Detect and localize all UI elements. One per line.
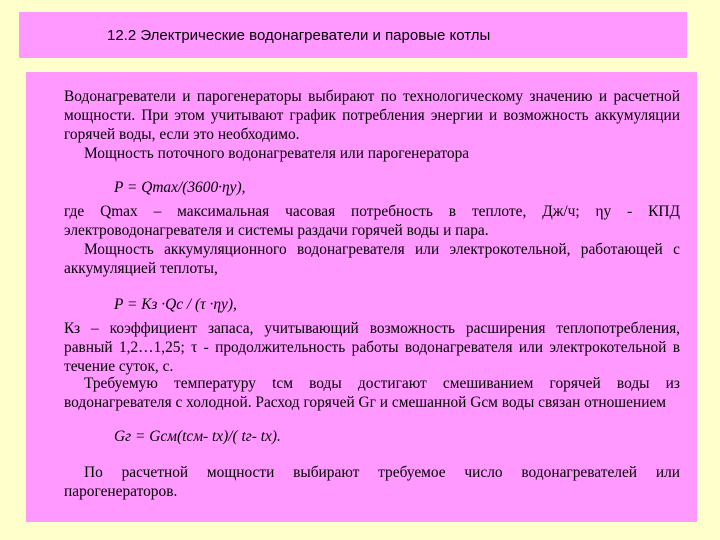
paragraph-intro <box>64 87 680 144</box>
formula-flow-power: P = Qmax/(3600·ηу), <box>114 179 246 196</box>
formula-mixing-ratio: Gг = Gсм(tсм- tх)/( tг- tх). <box>114 428 281 445</box>
slide-title: 12.2 Электрические водонагреватели и паровые котлы <box>107 26 491 44</box>
paragraph-flow-heater-text: Мощность поточного водонагревателя или парогенератора <box>84 145 470 162</box>
paragraph-accumulation <box>64 240 680 278</box>
slide-title-bar <box>19 12 687 58</box>
paragraph-kz-definition <box>64 319 680 376</box>
paragraph-conclusion-text: По расчетной мощности выбирают требуемое число водонагревателей или парогенераторов. <box>64 464 680 500</box>
paragraph-qmax-definition <box>64 202 680 240</box>
paragraph-conclusion <box>64 463 680 501</box>
paragraph-accumulation-text: Мощность аккумуляционного водонагревателя или электрокотельной, работающей с аккумуляцией теплоты, <box>64 241 680 277</box>
paragraph-mixing <box>64 374 680 412</box>
formula-accumulation-power: P = Кз ·Qс / (τ ·ηу), <box>114 296 237 313</box>
paragraph-qmax-definition-text: где Qmax – максимальная часовая потребность в теплоте, Дж/ч; ηу - КПД электроводонагревателя и системы раздачи горячей воды и пара. <box>64 203 680 239</box>
paragraph-intro-text: Водонагреватели и парогенераторы выбирают по технологическому значению и расчетной мощности. При этом учитывают график потребления энергии и возможность аккумуляции горячей воды, если это необходимо. <box>64 88 680 143</box>
paragraph-mixing-text: Требуемую температуру tсм воды достигают смешиванием горячей воды из водонагревателя с холодной. Расход горячей Gг и смешанной Gсм воды связан отношением <box>64 375 680 411</box>
paragraph-flow-heater <box>64 144 680 163</box>
paragraph-kz-definition-text: Кз – коэффициент запаса, учитывающий возможность расширения теплопотребления, равный 1,2…1,25; τ - продолжительность работы водонагревателя или электрокотельной в течение суток, с. <box>64 320 680 375</box>
